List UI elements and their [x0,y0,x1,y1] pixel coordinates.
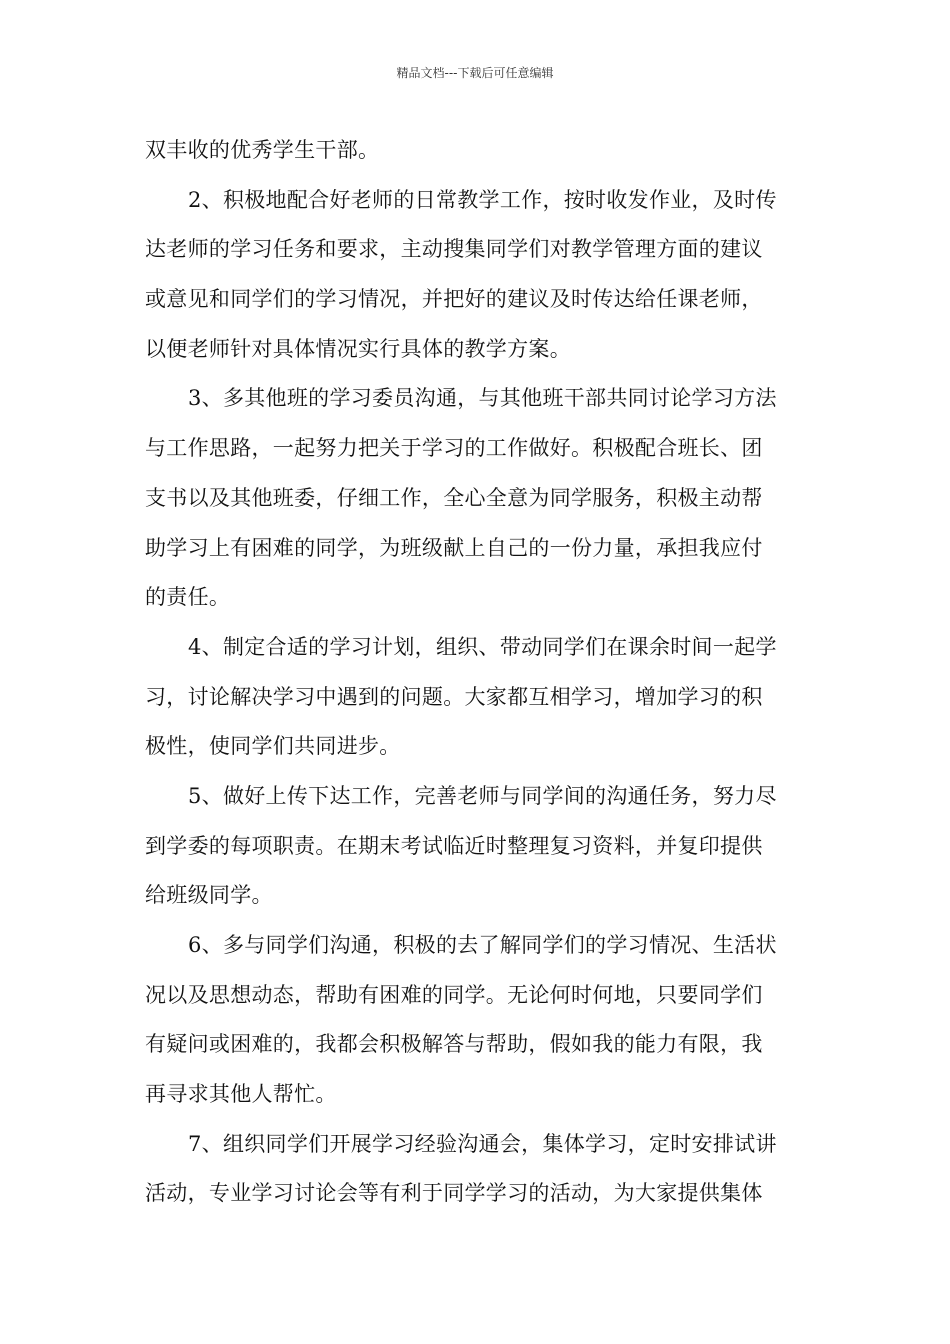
text-line: 活动，专业学习讨论会等有利于同学学习的活动，为大家提供集体 [145,1181,763,1206]
page-header: 精品文档---下载后可任意编辑 [396,66,554,80]
paragraph-6-line-1: 6、多与同学们沟通，积极的去了解同学们的学习情况、生活状 [188,933,777,957]
text-line: 以便老师针对具体情况实行具体的教学方案。 [145,336,571,361]
text-line: 的责任。 [145,585,231,610]
text-line: 到学委的每项职责。在期末考试临近时整理复习资料，并复印提供 [145,833,763,858]
text-line: 达老师的学习任务和要求，主动搜集同学们对教学管理方面的建议 [145,237,763,262]
document-body [145,126,807,1219]
text-line: 双丰收的优秀学生干部。 [145,138,380,162]
paragraph-3-line-1: 3、多其他班的学习委员沟通，与其他班干部共同讨论学习方法 [188,386,777,411]
text-line: 助学习上有困难的同学，为班级献上自己的一份力量，承担我应付 [145,535,763,560]
paragraph-5-line-1: 5、做好上传下达工作，完善老师与同学间的沟通任务，努力尽 [188,783,777,808]
text-line: 与工作思路，一起努力把关于学习的工作做好。积极配合班长、团 [145,436,763,461]
text-line: 再寻求其他人帮忙。 [145,1082,337,1107]
paragraph-7-line-1: 7、组织同学们开展学习经验沟通会，集体学习，定时安排试讲 [188,1131,777,1156]
paragraph-2-line-1: 2、积极地配合好老师的日常教学工作，按时收发作业，及时传 [188,187,777,212]
text-line: 况以及思想动态，帮助有困难的同学。无论何时何地，只要同学们 [145,982,763,1007]
text-line: 给班级同学。 [145,883,273,908]
text-line: 极性，使同学们共同进步。 [145,734,401,759]
text-line: 支书以及其他班委，仔细工作，全心全意为同学服务，积极主动帮 [145,485,763,510]
text-line: 习，讨论解决学习中遇到的问题。大家都互相学习，增加学习的积 [145,684,763,709]
text-line: 有疑问或困难的，我都会积极解答与帮助，假如我的能力有限，我 [145,1032,763,1057]
text-line: 或意见和同学们的学习情况，并把好的建议及时传达给任课老师， [145,287,763,312]
paragraph-4-line-1: 4、制定合适的学习计划，组织、带动同学们在课余时间一起学 [188,634,777,659]
